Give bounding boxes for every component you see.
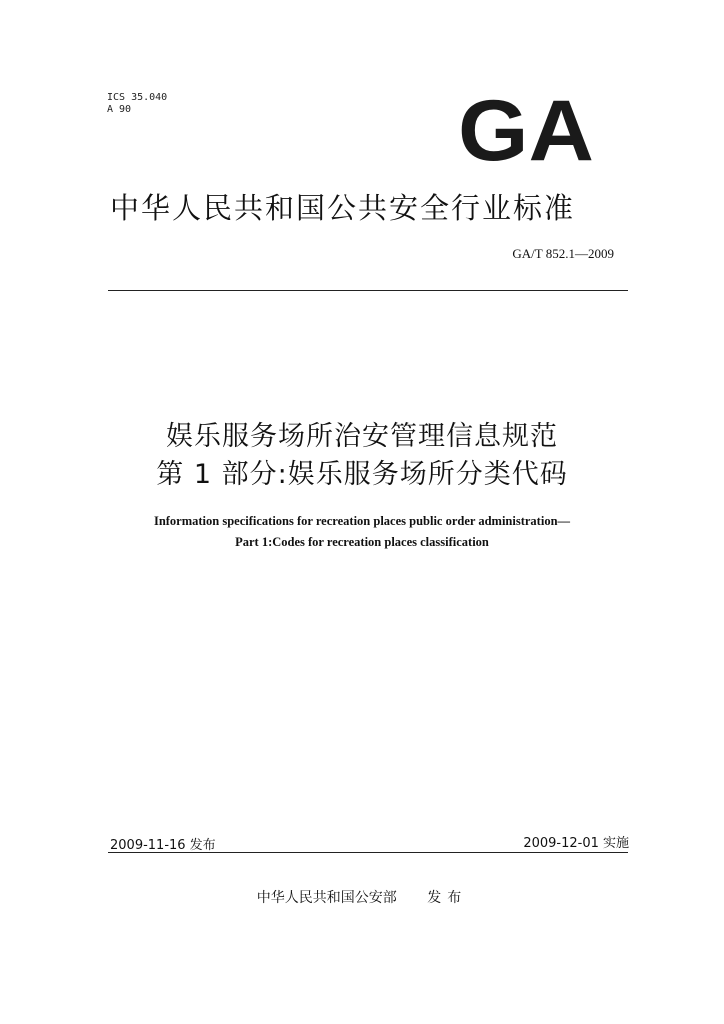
issuing-authority	[0, 887, 724, 907]
classification-codes	[107, 92, 167, 116]
issue-date: 2009-11-16 发布	[110, 838, 216, 853]
issuer-verb: 发布	[427, 890, 468, 906]
document-title-cn-line1: 娱乐服务场所治安管理信息规范	[166, 421, 558, 452]
standard-category-title: 中华人民共和国公共安全行业标准	[110, 191, 576, 225]
implementation-date: 2009-12-01 实施	[523, 836, 629, 851]
document-title-en-line1: Information specifications for recreation places public order administration—	[153, 514, 571, 528]
ics-code: ICS 35.040	[107, 92, 168, 103]
document-title-en-line2: Part 1:Codes for recreation places classification	[235, 535, 489, 549]
footer-divider	[108, 852, 628, 853]
document-title-cn-line2: 第 1 部分:娱乐服务场所分类代码	[156, 459, 568, 490]
standard-number: GA/T 852.1—2009	[512, 246, 614, 261]
svg-text:GA: GA	[458, 92, 594, 164]
ccs-code: A 90	[107, 104, 132, 115]
issuer-name: 中华人民共和国公安部	[256, 890, 397, 906]
ga-logo	[456, 92, 596, 164]
header-divider	[108, 290, 628, 291]
